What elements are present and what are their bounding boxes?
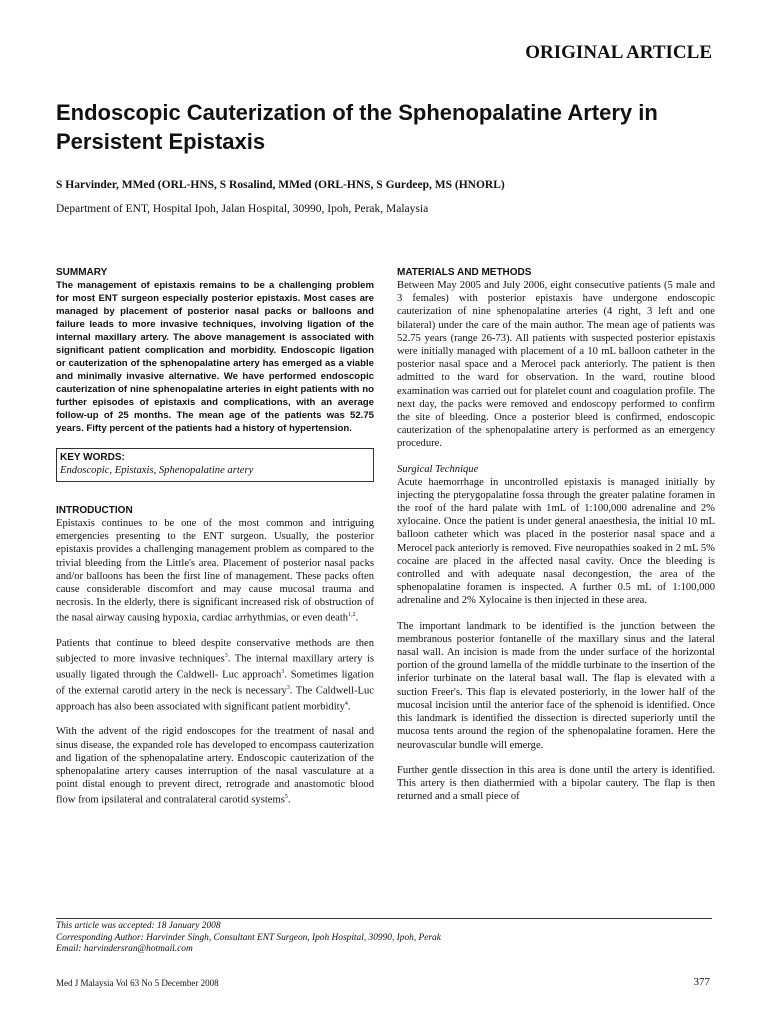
accepted-note: This article was accepted: 18 January 2008: [56, 921, 221, 931]
citation[interactable]: 1,2: [348, 612, 356, 619]
summary-text: The management of epistaxis remains to be a challenging problem for most ENT surgeon especially posterior epistaxis. Most cases are managed by placement of posterior nasal packs or balloons and failure leads to more invasive techniques, involving ligation of the internal maxillary artery. The above management is associated with significant patient complication and morbidity. Endoscopic ligation or cauterization of the sphenopalatine artery has emerged as a viable and minimally invasive alternative. We have performed endoscopic cauterization of nine sphenopalatine arteries in eight patients with no further episodes of epistaxis and complications, with an average follow-up of 25 months. The mean age of the patients was 52.75 years. Fifty percent of the patients had a history of hypertension.: [56, 280, 374, 434]
introduction-paragraph-2: Patients that continue to bleed despite conservative methods are then subjected to more invasive techniques$^3$. The internal maxillary artery is usually ligated through the Caldwell- Luc approach$^3$. Sometimes ligation of the external carotid artery in the neck is necessary$^3$. The Caldwell-Luc approach has also been associated with significant patient morbidity$^4$.: [56, 638, 375, 713]
citation[interactable]: 3: [281, 669, 285, 676]
citation[interactable]: 5: [284, 794, 288, 801]
citation[interactable]: 3: [224, 653, 228, 660]
citation[interactable]: 4: [344, 700, 348, 707]
left-column: [56, 266, 374, 807]
page-title: [56, 98, 716, 156]
author-list: S Harvinder, MMed (ORL-HNS, S Rosalind, MMed (ORL-HNS, S Gurdeep, MS (HNORL): [56, 179, 505, 191]
journal-citation: Med J Malaysia Vol 63 No 5 December 2008: [56, 978, 219, 988]
keywords-text: Endoscopic, Epistaxis, Sphenopalatine artery: [60, 465, 254, 476]
introduction-heading: INTRODUCTION: [56, 505, 133, 516]
footnote-divider: [56, 918, 712, 919]
keywords-heading: KEY WORDS:: [60, 452, 125, 463]
email-note[interactable]: Email: harvindersran@hotmail.com: [56, 944, 193, 954]
methods-paragraph-4: Further gentle dissection in this area is done until the artery is identified. This artery is then diathermied with a bipolar cautery. The flap is then returned and a small piece of: [397, 764, 715, 803]
corresponding-author-note: Corresponding Author: Harvinder Singh, Consultant ENT Surgeon, Ipoh Hospital, 30990, Ipoh, Perak: [56, 932, 441, 943]
page-number: 377: [693, 976, 710, 988]
keywords-box: [56, 448, 374, 482]
introduction-paragraph-3: With the advent of the rigid endoscopes for the treatment of nasal and sinus disease, the expanded role has developed to encompass cauterization and ligation of the sphenopalatine artery. Endoscopic cauterization of the sphenopalatine artery causes interruption of the nasal vasculature at a point distal enough to prevent direct, retrograde and anastomotic blood flow from ipsilateral and contralateral carotid systems$^5$.: [56, 726, 374, 806]
methods-heading: MATERIALS AND METHODS: [397, 267, 532, 278]
right-column: [397, 266, 715, 803]
summary-heading: SUMMARY: [56, 267, 108, 278]
methods-paragraph-2: Acute haemorrhage in uncontrolled epistaxis is managed initially by injecting the pterygopalatine fossa through the greater palatine foramen in the roof of the hard palate with 1mL of 1:100,000 adrenaline and 2% xylocaine. Once the patient is under general anaesthesia, the initial 10 mL balloon catheter which was placed in the posterior nasal space and a Merocel pack anteriorly is removed. Five neuropathies soaked in 2 mL 5% cocaine are placed in the affected nasal cavity. Once the bleeding is controlled and with adequate nasal decongestion, the area of the sphenopalatine foramen is inspected. A further 0.5 mL of 1:100,000 adrenaline and 2% Xylocaine is then injected in these area.: [397, 476, 715, 607]
methods-paragraph-1: Between May 2005 and July 2006, eight consecutive patients (5 male and 3 females) with posterior epistaxis have undergone endoscopic cauterization of nine sphenopalatine arteries (4 right, 3 left and one bilateral) under the care of the main author. The mean age of patients was 52.75 years (range 26-73). All patients with suspected posterior epistaxis were initially managed with placement of a 10 mL balloon catheter in the posterior nasal space and a Merocel pack anteriorly. The patient is then admitted to the ward for observation. In the ward, routine blood examination was carried out for platelet count and coagulation profile. The next day, the packs were removed and endoscopy performed to confirm the site of bleeding. Once a posterior bleed is confirmed, endoscopic cauterization of the sphenopalatine artery is performed as an emergency procedure.: [397, 280, 715, 450]
title-line-2: Persistent Epistaxis: [56, 129, 266, 154]
footnotes: [56, 921, 712, 956]
surgical-technique-heading: Surgical Technique: [397, 463, 479, 475]
affiliation: Department of ENT, Hospital Ipoh, Jalan Hospital, 30990, Ipoh, Perak, Malaysia: [56, 203, 429, 215]
article-type-label: ORIGINAL ARTICLE: [525, 42, 712, 63]
citation[interactable]: 3: [286, 684, 290, 691]
title-line-1: Endoscopic Cauterization of the Sphenopalatine Artery in: [56, 100, 658, 125]
methods-paragraph-3: The important landmark to be identified is the junction between the membranous posterior fontanelle of the maxillary sinus and the lateral nasal wall. An incision is made from the under surface of the horizontal portion of the ground lamella of the middle turbinate to the insertion of the inferior turbinate on the lateral basal wall. The flap is elevated with a suction Freer's. This flap is elevated posteriorly, in the lower half of the mucosal incision until the anterior face of the sphenoid is identified. Once this landmark is identified the dissection is directed superiorly until the mucosa tents around the region of the sphenopalatine foramen. Here the neurovascular bundle will emerge.: [397, 620, 715, 751]
introduction-paragraph-1: Epistaxis continues to be one of the most common and intriguing emergencies presenting to the ENT surgeon. Usually, the posterior epistaxis provides a challenging management problem as compared to the trivial bleeding from the Little's area. Placement of posterior nasal packs and/or balloons has been the first line of management. These packs often cause considerable discomfort and may cause mucosal trauma and necrosis. In the elderly, there is significant increased risk of obstruction of the nasal airway causing hypoxia, cardiac arrhythmias, or even death$^{1,2}$.: [56, 518, 374, 624]
